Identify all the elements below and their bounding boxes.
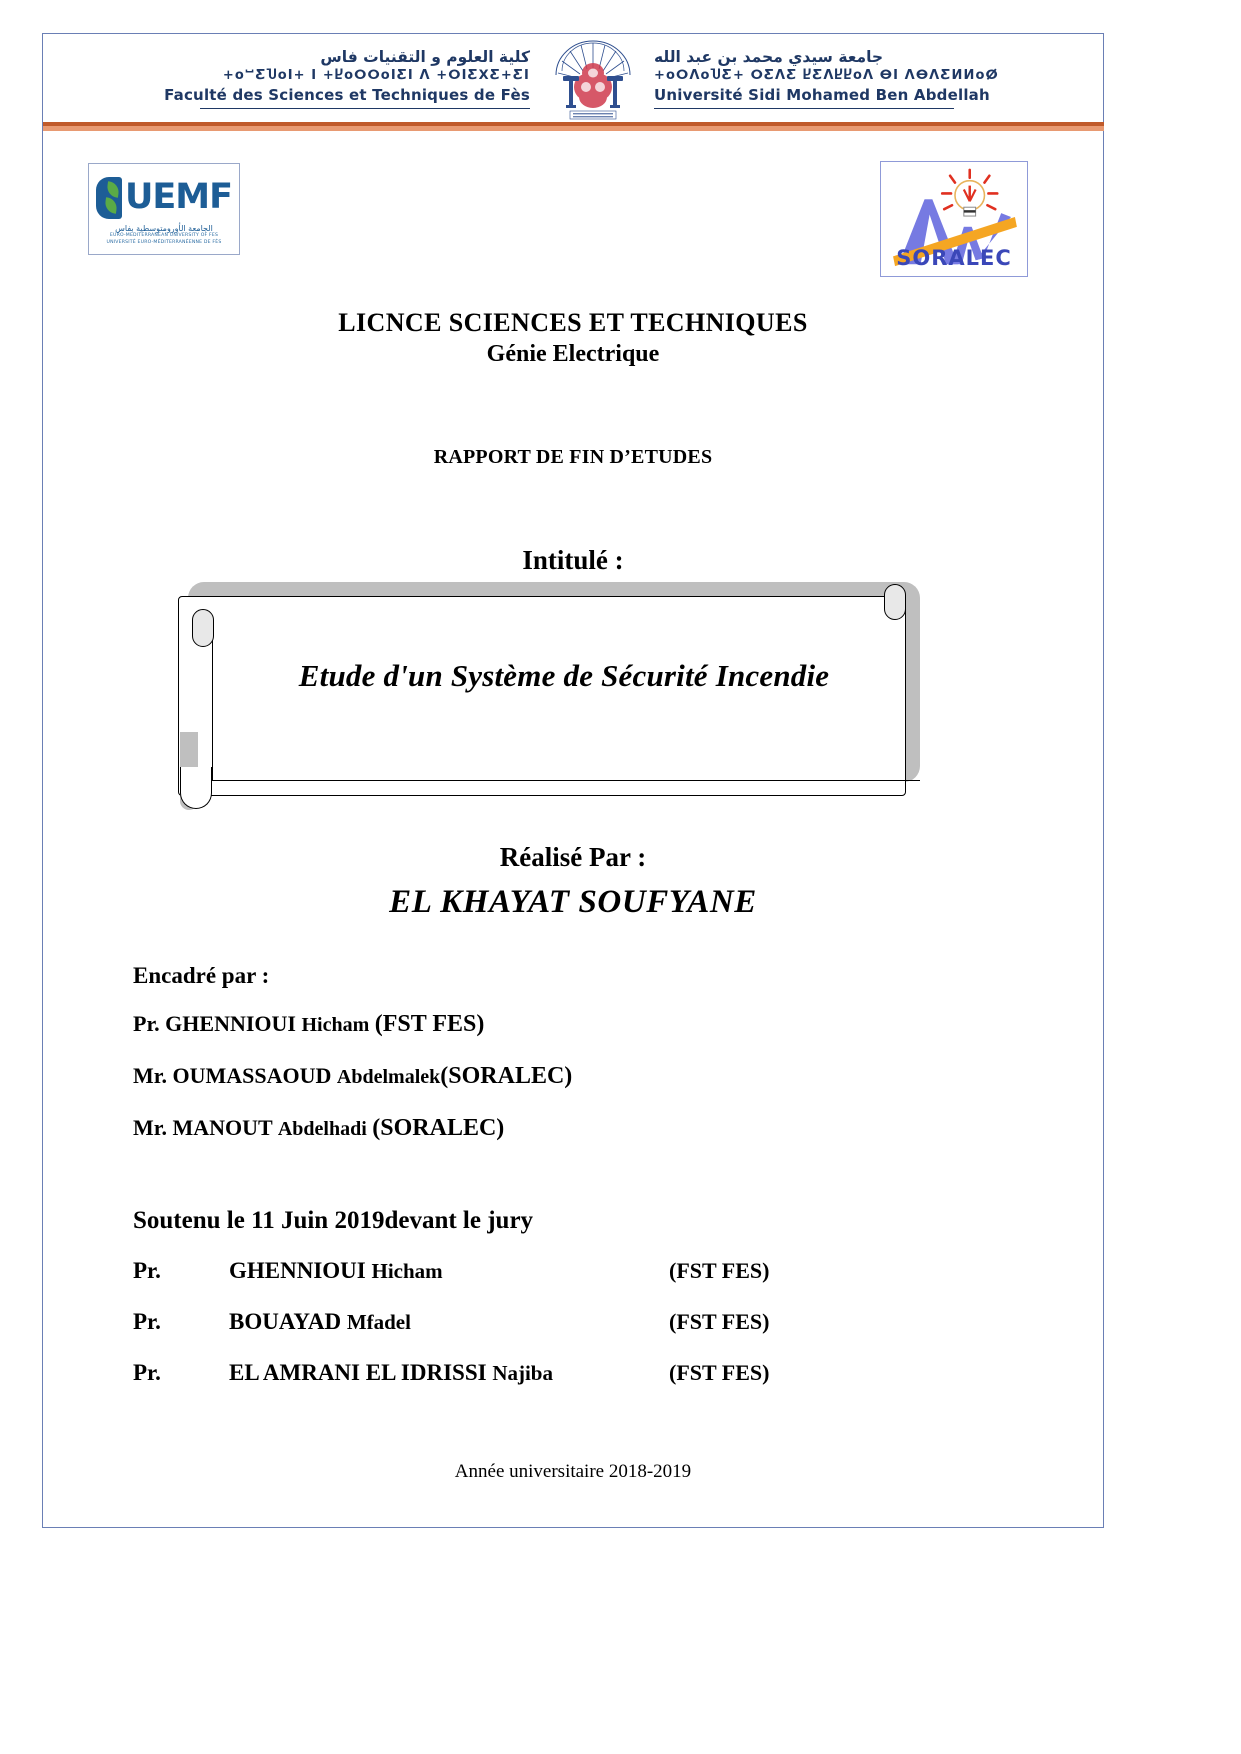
author-name: EL KHAYAT SOUFYANE bbox=[389, 884, 757, 920]
soralec-logo bbox=[880, 161, 1028, 277]
university-name-arabic: جامعة سيدي محمد بن عبد الله bbox=[654, 48, 884, 67]
soralec-wordmark: SORALEC bbox=[896, 246, 1012, 270]
jury-name bbox=[229, 1258, 669, 1284]
jury-list bbox=[133, 1258, 923, 1411]
scroll-curl-bottom-left bbox=[180, 767, 212, 809]
jury-affiliation: (FST FES) bbox=[669, 1258, 770, 1283]
supervisor-item bbox=[133, 1115, 933, 1142]
supervisor-first-name: Abdelmalek bbox=[336, 1066, 441, 1088]
university-name-french: Université Sidi Mohamed Ben Abdellah bbox=[654, 86, 990, 105]
faculty-underline bbox=[200, 108, 530, 109]
supervisor-title: Mr. MANOUT bbox=[133, 1115, 273, 1140]
uemf-letters: UEMF bbox=[124, 177, 233, 218]
jury-first-name: Mfadel bbox=[346, 1310, 411, 1334]
academic-year: Année universitaire 2018-2019 bbox=[454, 1461, 692, 1482]
supervisor-title: Pr. GHENNIOUI bbox=[133, 1011, 296, 1036]
jury-title: Pr. bbox=[133, 1258, 161, 1283]
jury-title: Pr. bbox=[133, 1309, 161, 1334]
university-seal-icon bbox=[548, 35, 638, 121]
jury-first-name: Hicham bbox=[371, 1259, 443, 1283]
supervisor-org: (SORALEC) bbox=[372, 1115, 505, 1141]
jury-row bbox=[133, 1258, 923, 1284]
supervisors-block bbox=[133, 963, 933, 1167]
jury-row bbox=[133, 1309, 923, 1335]
supervisor-item bbox=[133, 1063, 933, 1090]
supervisor-first-name: Abdelhadi bbox=[277, 1118, 367, 1140]
scroll-rule-left bbox=[212, 628, 213, 781]
supervisor-org: (FST FES) bbox=[374, 1011, 485, 1037]
supervisor-title: Mr. OUMASSAOUD bbox=[133, 1063, 332, 1088]
uemf-arabic-name: الجامعة الأورومتوسطية بفاس bbox=[115, 223, 213, 233]
jury-affiliation: (FST FES) bbox=[669, 1309, 770, 1334]
scroll-rule-bottom bbox=[212, 780, 920, 781]
jury-affiliation: (FST FES) bbox=[669, 1360, 770, 1385]
jury-title: Pr. bbox=[133, 1360, 161, 1385]
jury-row bbox=[133, 1360, 923, 1386]
jury-last-name: EL AMRANI EL IDRISSI bbox=[229, 1360, 487, 1385]
degree-title: LICNCE SCIENCES ET TECHNIQUES bbox=[338, 308, 808, 337]
university-name-tifinagh: +oⵔɅoႮƸ+ ⵔƸɅƸ ႾƸɅႾႾoɅ ⴱI ɅⴱɅƸИИoⵁ bbox=[654, 68, 999, 84]
uemf-english-name: EURO-MEDITERRANEAN UNIVERSITY OF FES bbox=[109, 232, 219, 238]
faculty-name-arabic: كلية العلوم و التقنيات فاس bbox=[320, 48, 530, 67]
realise-label: Réalisé Par : bbox=[499, 842, 647, 872]
project-title: Etude d'un Système de Sécurité Incendie bbox=[298, 658, 830, 693]
institution-header bbox=[43, 34, 1103, 122]
supervisors-heading: Encadré par : bbox=[133, 963, 270, 988]
scroll-sheet bbox=[178, 596, 906, 796]
uemf-logo bbox=[88, 163, 240, 255]
university-underline bbox=[654, 108, 954, 109]
intitule-label: Intitulé : bbox=[522, 545, 624, 575]
faculty-identity bbox=[43, 47, 548, 108]
faculty-name-tifinagh: +oⵯƸႮoI+ I +ႾoⵔⵔoIƸI Ʌ +ⵔIƸⵝƸ+ƸI bbox=[222, 68, 530, 84]
header-divider bbox=[43, 122, 1104, 131]
jury-last-name: GHENNIOUI bbox=[229, 1258, 366, 1283]
supervisor-first-name: Hicham bbox=[301, 1014, 370, 1036]
uemf-wordmark bbox=[96, 176, 232, 220]
project-title-scroll bbox=[178, 582, 920, 810]
supervisor-item bbox=[133, 1011, 933, 1038]
scroll-curl-top-left bbox=[192, 609, 214, 647]
jury-name bbox=[229, 1360, 669, 1386]
uemf-french-name: UNIVERSITÉ EURO-MÉDITERRANÉENNE DE FÈS bbox=[106, 239, 222, 245]
faculty-name-french: Faculté des Sciences et Techniques de Fès bbox=[164, 86, 530, 105]
supervisor-org: (SORALEC) bbox=[440, 1063, 573, 1089]
report-type: RAPPORT DE FIN D’ETUDES bbox=[433, 446, 713, 468]
scroll-curl-top-right bbox=[884, 584, 906, 620]
university-identity bbox=[638, 47, 1058, 108]
uemf-leaf-icon bbox=[96, 177, 122, 219]
jury-first-name: Najiba bbox=[492, 1361, 553, 1385]
jury-heading: Soutenu le 11 Juin 2019devant le jury bbox=[133, 1207, 534, 1234]
jury-last-name: BOUAYAD bbox=[229, 1309, 342, 1334]
jury-name bbox=[229, 1309, 669, 1335]
specialty-title: Génie Electrique bbox=[486, 341, 660, 367]
